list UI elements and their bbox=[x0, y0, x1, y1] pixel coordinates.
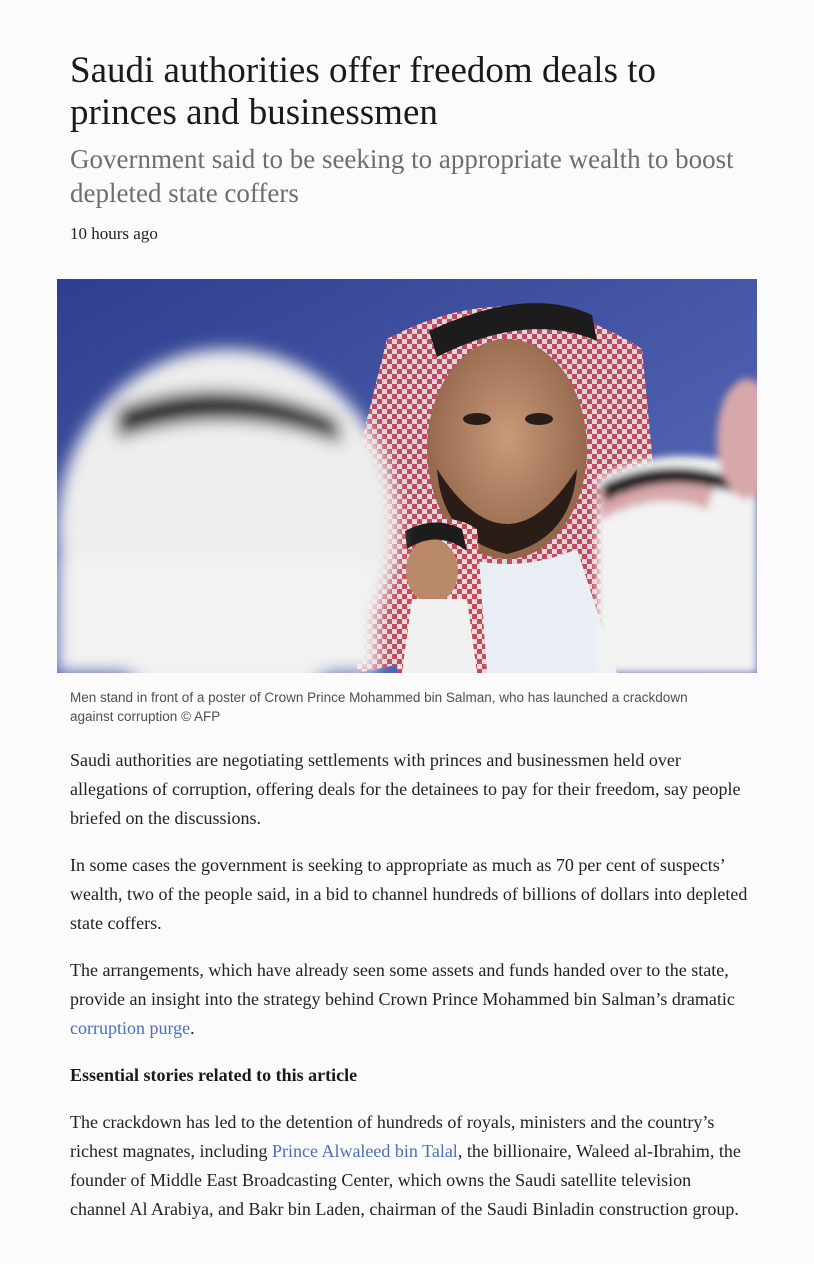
paragraph-4-text-start: The crackdown has led to the detention of hundreds of royals, ministers and the country’s richest magnates, including bbox=[70, 1112, 715, 1161]
prince-alwaleed-link[interactable]: Prince Alwaleed bin Talal bbox=[271, 1141, 458, 1161]
article-timestamp: 10 hours ago bbox=[70, 224, 158, 243]
paragraph-4-text-end: , the billionaire, Waleed al-Ibrahim, the founder of Middle East Broadcasting Center, which owns the Saudi satellite television channel Al Arabiya, and Bakr bin Laden, chairman of the Saudi Binladin construction group. bbox=[70, 1141, 741, 1219]
article-image bbox=[57, 279, 757, 673]
paragraph-3 bbox=[70, 956, 750, 1043]
paragraph-4 bbox=[70, 1108, 750, 1224]
article-header bbox=[70, 50, 760, 244]
article-subtitle: Government said to be seeking to appropriate wealth to boost depleted state coffers bbox=[70, 144, 734, 208]
paragraph-1: Saudi authorities are negotiating settlements with princes and businessmen held over allegations of corruption, offering deals for the detainees to pay for their freedom, say people briefed on the discussions. bbox=[70, 750, 741, 828]
corruption-purge-link[interactable]: corruption purge bbox=[70, 1018, 191, 1038]
paragraph-3-text-end: . bbox=[190, 1018, 195, 1038]
paragraph-2: In some cases the government is seeking to appropriate as much as 70 per cent of suspects’ wealth, two of the people said, in a bid to channel hundreds of billions of dollars into depleted state coffers. bbox=[70, 855, 748, 933]
related-stories-heading: Essential stories related to this article bbox=[70, 1065, 358, 1085]
article-title: Saudi authorities offer freedom deals to princes and businessmen bbox=[70, 50, 657, 133]
paragraph-3-text-start: The arrangements, which have already seen some assets and funds handed over to the state, provide an insight into the strategy behind Crown Prince Mohammed bin Salman’s dramatic bbox=[70, 960, 735, 1009]
article-body bbox=[70, 746, 750, 1242]
image-caption: Men stand in front of a poster of Crown Prince Mohammed bin Salman, who has launched a crackdown against corruption © AFP bbox=[70, 690, 688, 724]
